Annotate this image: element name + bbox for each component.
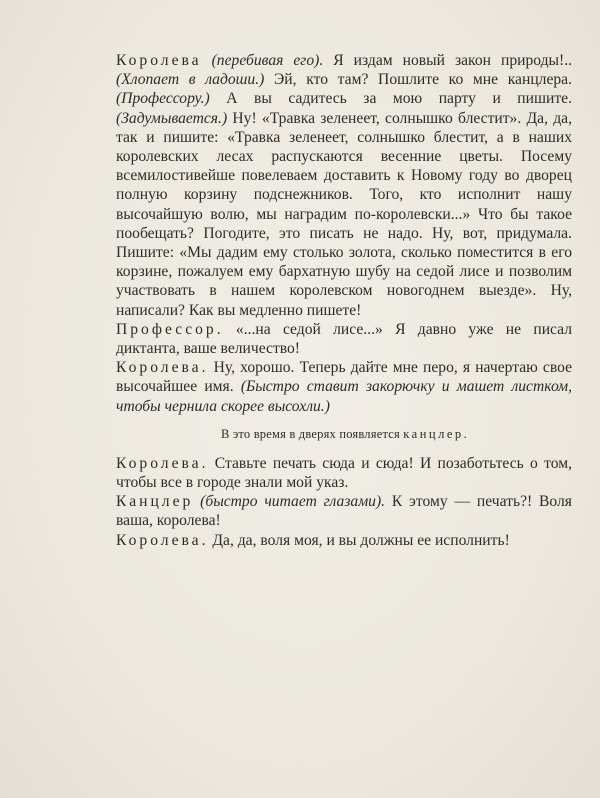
- stage-remark: (Хлопает в ладоши.): [116, 71, 265, 89]
- stage-remark: (Задумывается.): [116, 109, 228, 127]
- dialogue-text: «...на седой лисе...» Я давно уже не писал диктанта, ваше величество!: [116, 320, 572, 358]
- speaker-name: Королева.: [116, 454, 209, 472]
- dialogue-text: К этому — печать?! Воля ваша, королева!: [116, 493, 572, 530]
- stage-direction-text: В это время в дверях появляется: [221, 426, 404, 441]
- dialogue-text: Да, да, воля моя, и вы должны ее исполнить!: [208, 531, 510, 549]
- dialogue-text: Я издам новый закон природы!..: [323, 52, 572, 69]
- dialogue-paragraph: [116, 320, 572, 358]
- stage-direction-end: .: [463, 426, 467, 441]
- speaker-name: Канцлер: [116, 493, 194, 511]
- speaker-name: Королева.: [116, 359, 209, 377]
- dialogue-text: Ставьте печать сюда и сюда! И позаботьтесь о том, чтобы все в городе знали мой указ.: [116, 454, 572, 492]
- dialogue-paragraph: [116, 454, 572, 492]
- dialogue-text: [202, 52, 212, 69]
- dialogue-text: Ну, хорошо. Теперь дайте мне перо, я начертаю свое высочайшее имя.: [116, 359, 572, 396]
- page-text: [116, 51, 572, 550]
- stage-remark: (Профессору.): [116, 90, 210, 108]
- stage-remark: (перебивая его).: [211, 52, 324, 69]
- dialogue-block-2: [116, 454, 572, 550]
- dialogue-paragraph: [116, 492, 572, 530]
- dialogue-text: А вы садитесь за мою парту и пишите.: [209, 90, 572, 108]
- stage-direction-character: канцлер: [403, 426, 464, 441]
- stage-direction: [116, 426, 572, 442]
- dialogue-paragraph: [116, 358, 572, 416]
- stage-remark: (Быстро ставит закорючку и машет листком, чтобы чернила скорее высохли.): [116, 378, 572, 415]
- speaker-name: Профессор.: [116, 320, 224, 338]
- speaker-name: Королева.: [116, 531, 209, 549]
- dialogue-block-1: [116, 51, 572, 416]
- speaker-name: Королева: [116, 52, 202, 69]
- dialogue-text: Ну! «Травка зеленеет, солнышко блестит». Да, да, так и пишите: «Травка зеленеет, солнышко блестит, а в наших королевских лесах распускаются весенние цветы. Посему всемилостивейше повелеваем доставить к Новому году во дворец полную корзину подснежников. Того, кто исполнит нашу высочайшую волю, мы наградим по-королевски...» Что бы такое пообещать? Погодите, это писать не надо. Ну, вот, придумала. Пишите: «Мы дадим ему столько золота, сколько поместится в его корзине, пожалуем ему бархатную шубу на седой лисе и позволим участвовать в нашем королевском новогоднем выезде». Ну, написали? Как вы медленно пишете!: [116, 109, 572, 319]
- stage-remark: (быстро читает глазами).: [200, 493, 386, 511]
- dialogue-text: Эй, кто там? Пошлите ко мне канцлера.: [264, 71, 572, 89]
- dialogue-paragraph: [116, 531, 572, 550]
- dialogue-paragraph: [116, 51, 572, 320]
